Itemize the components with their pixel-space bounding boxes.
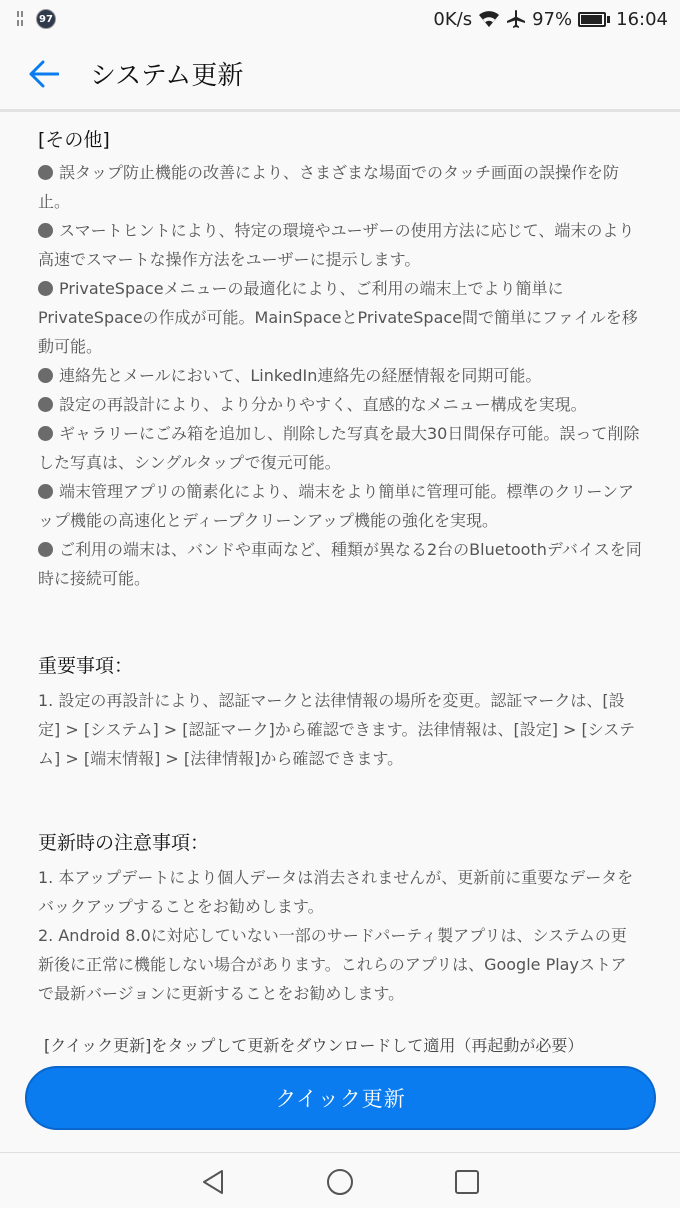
notification-badge-icon: 97 xyxy=(36,9,56,29)
section-heading-caution: 更新時の注意事項： xyxy=(38,832,210,854)
bullet-icon xyxy=(38,223,53,238)
bullet-icon xyxy=(38,484,53,499)
signal-icon xyxy=(16,9,26,29)
bullet-icon xyxy=(38,165,53,180)
battery-icon xyxy=(578,12,610,27)
quick-update-button[interactable]: クイック更新 xyxy=(25,1066,656,1130)
nav-home-button[interactable] xyxy=(325,1167,355,1197)
section-important xyxy=(38,651,642,773)
app-bar xyxy=(0,38,680,112)
list-item: 誤タップ防止機能の改善により、さまざまな場面でのタッチ画面の誤操作を防止。 xyxy=(38,163,620,211)
list-item: ご利用の端末は、バンドや車両など、種類が異なる2台のBluetoothデバイスを同時に接続可能。 xyxy=(38,540,642,588)
back-button[interactable] xyxy=(0,37,88,111)
quick-update-note: [クイック更新]をタップして更新をダウンロードして適用（再起動が必要） xyxy=(44,1036,584,1055)
clock: 16:04 xyxy=(616,8,668,30)
home-circle-icon xyxy=(326,1168,354,1196)
list-item: PrivateSpaceメニューの最適化により、ご利用の端末上でより簡単にPrivateSpaceの作成が可能。MainSpaceとPrivateSpace間で簡単にファイルを移動可能。 xyxy=(38,279,638,356)
airplane-icon xyxy=(506,9,526,29)
battery-percent: 97% xyxy=(532,8,573,30)
list-item: 端末管理アプリの簡素化により、端末をより簡単に管理可能。標準のクリーンアップ機能の高速化とディープクリーンアップ機能の強化を実現。 xyxy=(38,482,635,530)
recents-square-icon xyxy=(454,1169,480,1195)
bullet-icon xyxy=(38,368,53,383)
nav-back-button[interactable] xyxy=(198,1167,228,1197)
page-title: システム更新 xyxy=(90,61,244,91)
back-triangle-icon xyxy=(200,1168,226,1196)
navigation-bar xyxy=(0,1152,680,1208)
network-speed: 0K/s xyxy=(433,8,473,30)
bullet-icon xyxy=(38,426,53,441)
nav-recents-button[interactable] xyxy=(452,1167,482,1197)
section-other xyxy=(38,125,642,593)
wifi-icon xyxy=(478,10,500,28)
section-caution xyxy=(38,828,642,1008)
list-item: ギャラリーにごみ箱を追加し、削除した写真を最大30日間保存可能。誤って削除した写真は、シングルタップで復元可能。 xyxy=(38,424,640,472)
status-bar xyxy=(0,0,680,38)
section-heading-important: 重要事項： xyxy=(38,655,134,677)
list-item: 設定の再設計により、より分かりやすく、直感的なメニュー構成を実現。 xyxy=(38,390,642,419)
status-right xyxy=(433,9,668,30)
status-left xyxy=(16,9,56,29)
section-heading-other: [その他] xyxy=(38,129,110,151)
bullet-icon xyxy=(38,397,53,412)
bullet-icon xyxy=(38,281,53,296)
arrow-left-icon xyxy=(29,60,59,88)
list-item: 2. Android 8.0に対応していない一部のサードパーティ製アプリは、システムの更新後に正常に機能しない場合があります。これらのアプリは、Google Playストアで最新バージョンに更新することをお勧めします。 xyxy=(38,926,627,1003)
bullet-icon xyxy=(38,542,53,557)
list-item: 1. 本アップデートにより個人データは消去されませんが、更新前に重要なデータをバックアップすることをお勧めします。 xyxy=(38,868,634,916)
list-item: 連絡先とメールにおいて、LinkedIn連絡先の経歴情報を同期可能。 xyxy=(38,361,642,390)
list-item: 1. 設定の再設計により、認証マークと法律情報の場所を変更。認証マークは、[設定] > [システム] > [認証マーク]から確認できます。法律情報は、[設定] > [システム] > [端末情報] > [法律情報]から確認できます。 xyxy=(38,691,635,768)
list-item: スマートヒントにより、特定の環境やユーザーの使用方法に応じて、端末のより高速でスマートな操作方法をユーザーに提示します。 xyxy=(38,221,635,269)
